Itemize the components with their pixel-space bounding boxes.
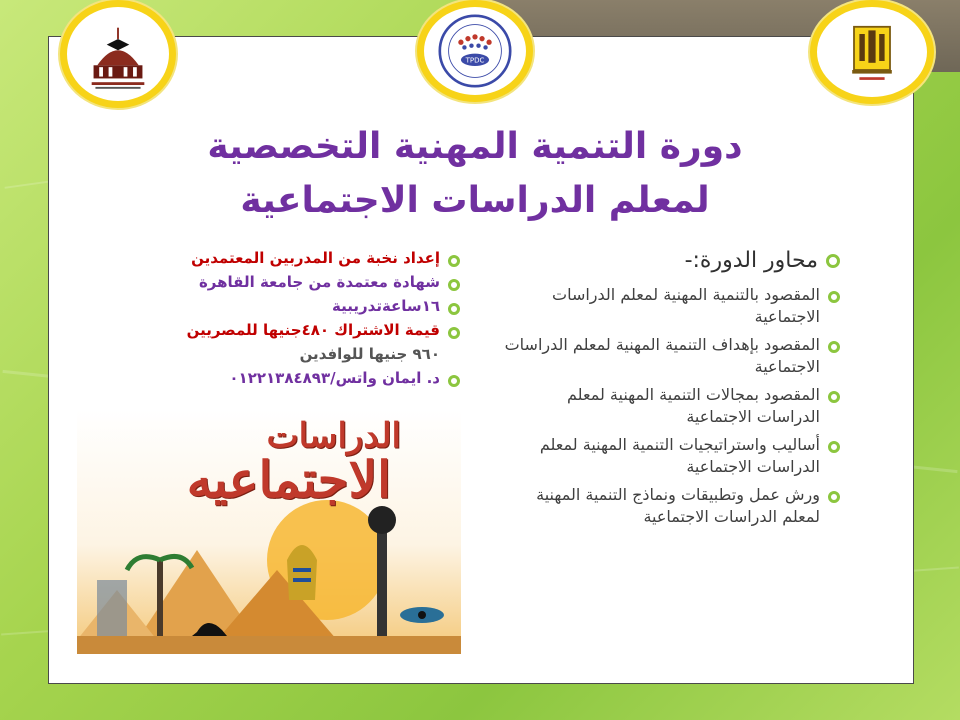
- bullet-icon: [828, 441, 840, 453]
- list-item: [500, 484, 840, 528]
- topic-label: المقصود بإهداف التنمية المهنية لمعلم الدراسات الاجتماعية: [504, 335, 820, 376]
- topic-label: ورش عمل وتطبيقات ونماذج التنمية المهنية لمعلم الدراسات الاجتماعية: [536, 485, 820, 526]
- info-certificate: شهادة معتمدة من جامعة القاهرة: [198, 273, 440, 291]
- topics-heading-row: [500, 244, 840, 278]
- info-fee-egyptians: قيمة الاشتراك ٤٨٠جنيها للمصريين: [186, 321, 440, 339]
- topic-label: المقصود بالتنمية المهنية لمعلم الدراسات الاجتماعية: [552, 285, 820, 326]
- list-item: [500, 384, 840, 428]
- info-fee-foreigners: ٩٦٠ جنيها للوافدين: [299, 345, 440, 363]
- list-item: [130, 296, 460, 317]
- info-hours: ١٦ساعةتدريبية: [332, 297, 440, 315]
- course-topics: [500, 244, 840, 528]
- list-item: [130, 368, 460, 389]
- bullet-icon: [448, 303, 460, 315]
- topics-list: [500, 284, 840, 528]
- info-contact: د. ايمان واتس/٠١٢٢١٣٨٤٨٩٣: [229, 369, 440, 387]
- bullet-icon: [828, 391, 840, 403]
- list-item: [130, 248, 460, 269]
- topic-label: المقصود بمجالات التنمية المهنية لمعلم الدراسات الاجتماعية: [567, 385, 820, 426]
- list-item: [130, 344, 460, 365]
- bullet-icon: [828, 291, 840, 303]
- info-trainers: إعداد نخبة من المدربين المعتمدين: [191, 249, 440, 267]
- list-item: [500, 434, 840, 478]
- social-studies-poster: [77, 410, 461, 654]
- bullet-icon: [448, 327, 460, 339]
- slide-title-line1: دورة التنمية المهنية التخصصية: [207, 126, 743, 167]
- list-item: [500, 284, 840, 328]
- topics-heading: محاور الدورة:-: [684, 248, 818, 273]
- list-item: [500, 334, 840, 378]
- bullet-icon: [826, 254, 840, 268]
- tpdc-center-seal: [417, 0, 533, 102]
- bullet-icon: [448, 279, 460, 291]
- faculty-building-logo: [60, 0, 176, 108]
- cairo-university-logo: [810, 0, 934, 104]
- bullet-icon: [828, 491, 840, 503]
- bullet-icon: [448, 375, 460, 387]
- bullet-icon: [828, 341, 840, 353]
- poster-title-line1: الدراسات: [266, 416, 401, 456]
- course-info: [130, 248, 460, 392]
- tpdc-seal-text: TPDC: [465, 55, 485, 65]
- topic-label: أساليب واستراتيجيات التنمية المهنية لمعلم الدراسات الاجتماعية: [539, 435, 820, 476]
- bullet-icon: [448, 255, 460, 267]
- faculty-building-icon: [67, 7, 169, 101]
- list-item: [130, 272, 460, 293]
- poster-title-line2: الاجتماعيه: [186, 450, 391, 509]
- slide-title-line2: لمعلم الدراسات الاجتماعية: [240, 180, 710, 221]
- tpdc-seal-icon: [424, 7, 526, 95]
- list-item: [130, 320, 460, 341]
- cairo-university-icon: [817, 7, 927, 97]
